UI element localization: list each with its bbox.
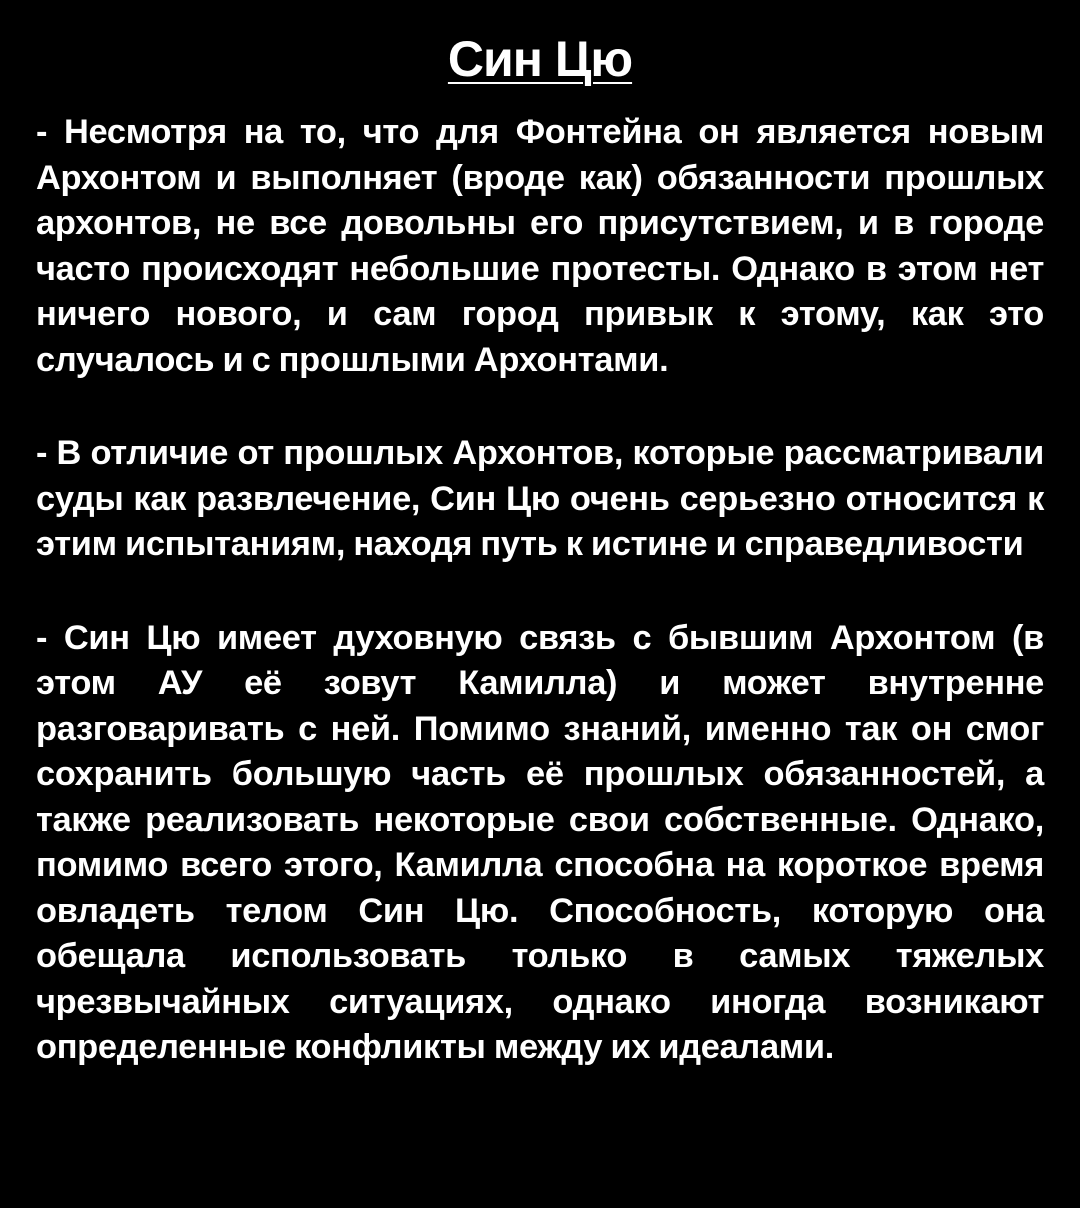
paragraph-protests: - Несмотря на то, что для Фонтейна он является новым Архонтом и выполняет (вроде как) обязанности прошлых архонтов, не все довольны его присутствием, и в городе часто происходят небольшие протесты. Однако в этом нет ничего нового, и сам город привык к этому, как это случалось и с прошлыми Архонтами. [36, 113, 1044, 379]
page-title-text: Син Цю [447, 31, 633, 87]
paragraph-spiritual-bond: - Син Цю имеет духовную связь с бывшим Архонтом (в этом АУ её зовут Камилла) и может внутренне разговаривать с ней. Помимо знаний, именно так он смог сохранить большую часть её прошлых обязанностей, а также реализовать некоторые свои собственные. Однако, помимо всего этого, Камилла способна на короткое время овладеть телом Син Цю. Способность, которую она обещала использовать только в самых тяжелых чрезвычайных ситуациях, однако иногда возникают определенные конфликты между их идеалами. [36, 618, 1044, 1066]
page-title [36, 24, 1044, 94]
paragraph-trials: - В отличие от прошлых Архонтов, которые рассматривали суды как развлечение, Син Цю очень серьезно относится к этим испытаниям, находя путь к истине и справедливости [36, 434, 1044, 563]
